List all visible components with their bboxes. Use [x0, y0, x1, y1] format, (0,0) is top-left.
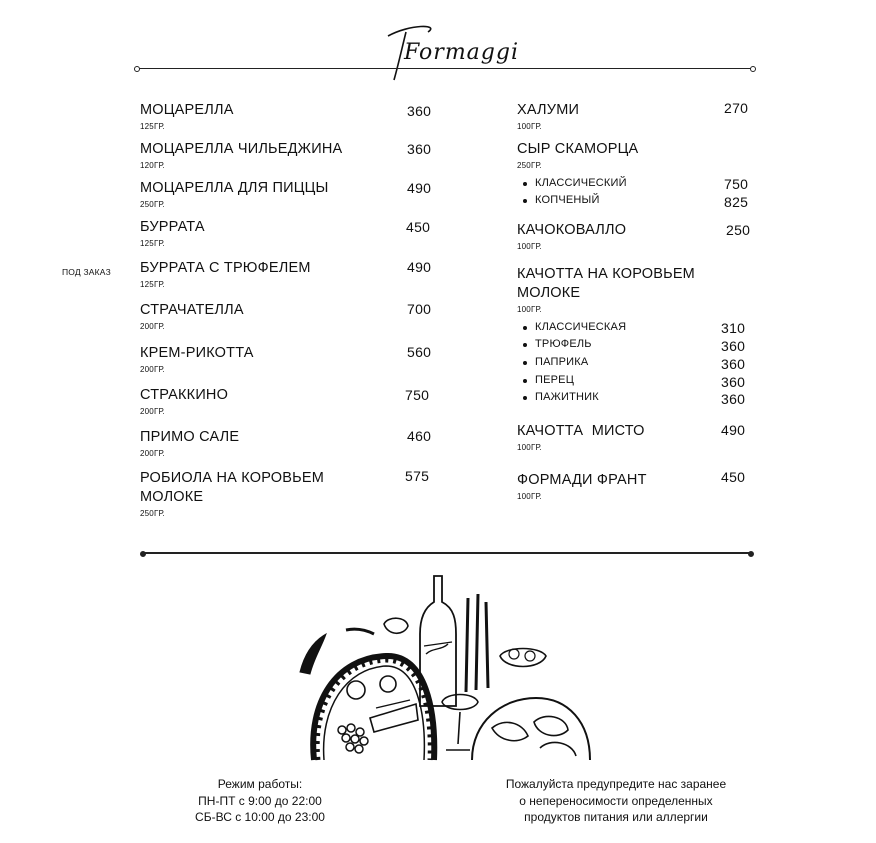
item-weight: 125ГР. — [140, 239, 165, 248]
item-price: 450 — [406, 219, 431, 235]
hours-weekend: СБ-ВС с 10:00 до 23:00 — [195, 810, 325, 824]
item-weight: 250ГР. — [517, 161, 542, 170]
allergy-line: продуктов питания или аллергии — [524, 810, 708, 824]
menu-item — [140, 101, 234, 131]
option-price: 750 — [724, 176, 749, 192]
item-name: РОБИОЛА НА КОРОВЬЕМ — [140, 470, 325, 486]
menu-item — [140, 259, 311, 289]
item-name: БУРРАТА С ТРЮФЕЛЕМ — [140, 260, 311, 276]
option-price: 360 — [721, 374, 746, 390]
menu-item — [517, 422, 645, 452]
item-weight: 100ГР. — [517, 492, 542, 501]
option-price: 310 — [721, 320, 746, 336]
item-weight: 200ГР. — [140, 322, 165, 331]
item-name: МОЦАРЕЛЛА — [140, 102, 234, 118]
item-weight: 125ГР. — [140, 122, 165, 131]
item-name: СТРАККИНО — [140, 387, 229, 403]
item-name-line2: МОЛОКЕ — [517, 285, 581, 301]
menu-item — [517, 140, 638, 170]
item-price: 460 — [407, 428, 432, 444]
food-table-sketch-icon — [296, 572, 592, 762]
item-price: 270 — [724, 100, 749, 116]
item-weight: 200ГР. — [140, 407, 165, 416]
item-weight: 100ГР. — [517, 443, 542, 452]
item-price: 490 — [407, 259, 432, 275]
option-label: КЛАССИЧЕСКИЙ — [535, 177, 627, 189]
menu-item — [140, 218, 205, 248]
menu-item — [517, 101, 579, 131]
menu-item — [140, 469, 324, 518]
menu-item — [517, 221, 626, 251]
item-weight: 250ГР. — [140, 200, 165, 209]
hours-title: Режим работы: — [217, 777, 303, 791]
item-name: СТРАЧАТЕЛЛА — [140, 302, 244, 318]
item-price: 750 — [405, 387, 430, 403]
item-weight: 200ГР. — [140, 365, 165, 374]
item-name-line2: МОЛОКЕ — [140, 489, 204, 505]
item-price: 360 — [407, 103, 432, 119]
allergy-line: Пожалуйста предупредите нас заранее — [505, 777, 727, 791]
item-weight: 200ГР. — [140, 449, 165, 458]
item-price: 490 — [721, 422, 746, 438]
menu-item — [140, 386, 228, 416]
item-price: 575 — [405, 468, 430, 484]
item-weight: 100ГР. — [517, 242, 542, 251]
menu-item — [140, 344, 254, 374]
item-name: КРЕМ-РИКОТТА — [140, 345, 254, 361]
option-price: 360 — [721, 338, 746, 354]
item-weight: 125ГР. — [140, 280, 165, 289]
opening-hours — [160, 776, 360, 826]
item-name: КАЧОТТА МИСТО — [517, 423, 645, 439]
option-price: 825 — [724, 194, 749, 210]
menu-item — [140, 140, 342, 170]
item-price: 700 — [407, 301, 432, 317]
option-price: 360 — [721, 356, 746, 372]
menu-item — [517, 471, 647, 501]
menu-item — [140, 428, 239, 458]
section-title — [380, 18, 530, 84]
bottom-divider — [145, 552, 749, 554]
item-price: 490 — [407, 180, 432, 196]
title-text: Formaggi — [404, 40, 520, 65]
menu-item — [140, 301, 244, 331]
option-label: КОПЧЕНЫЙ — [535, 194, 600, 206]
item-name: БУРРАТА — [140, 219, 205, 235]
item-weight: 100ГР. — [517, 305, 542, 314]
allergy-line: о непереносимости определенных — [519, 793, 713, 808]
option-label: ПАЖИТНИК — [535, 391, 599, 403]
item-name: МОЦАРЕЛЛА ДЛЯ ПИЦЦЫ — [140, 180, 329, 196]
item-name: СЫР СКАМОРЦА — [517, 141, 639, 157]
order-note: ПОД ЗАКАЗ — [62, 267, 111, 277]
menu-item — [140, 179, 329, 209]
item-weight: 100ГР. — [517, 122, 542, 131]
option-label: КЛАССИЧЕСКАЯ — [535, 321, 627, 333]
option-label: ПАПРИКА — [535, 356, 589, 368]
menu-item — [517, 265, 695, 314]
item-name: ХАЛУМИ — [517, 102, 580, 118]
top-divider — [139, 68, 751, 69]
item-weight: 120ГР. — [140, 161, 165, 170]
option-label: ТРЮФЕЛЬ — [535, 338, 592, 350]
item-price: 560 — [407, 344, 432, 360]
item-name: КАЧОТТА НА КОРОВЬЕМ — [517, 266, 695, 282]
item-price: 450 — [721, 469, 746, 485]
option-price: 360 — [721, 391, 746, 407]
allergy-notice — [480, 776, 752, 826]
item-name: ПРИМО САЛЕ — [140, 429, 240, 445]
item-price: 360 — [407, 141, 432, 157]
option-label: ПЕРЕЦ — [535, 374, 575, 386]
item-price: 250 — [726, 222, 751, 238]
hours-weekdays: ПН-ПТ с 9:00 до 22:00 — [198, 793, 322, 808]
item-name: ФОРМАДИ ФРАНТ — [517, 472, 647, 488]
item-name: МОЦАРЕЛЛА ЧИЛЬЕДЖИНА — [140, 141, 343, 157]
item-weight: 250ГР. — [140, 509, 165, 518]
item-name: КАЧОКОВАЛЛО — [517, 222, 627, 238]
